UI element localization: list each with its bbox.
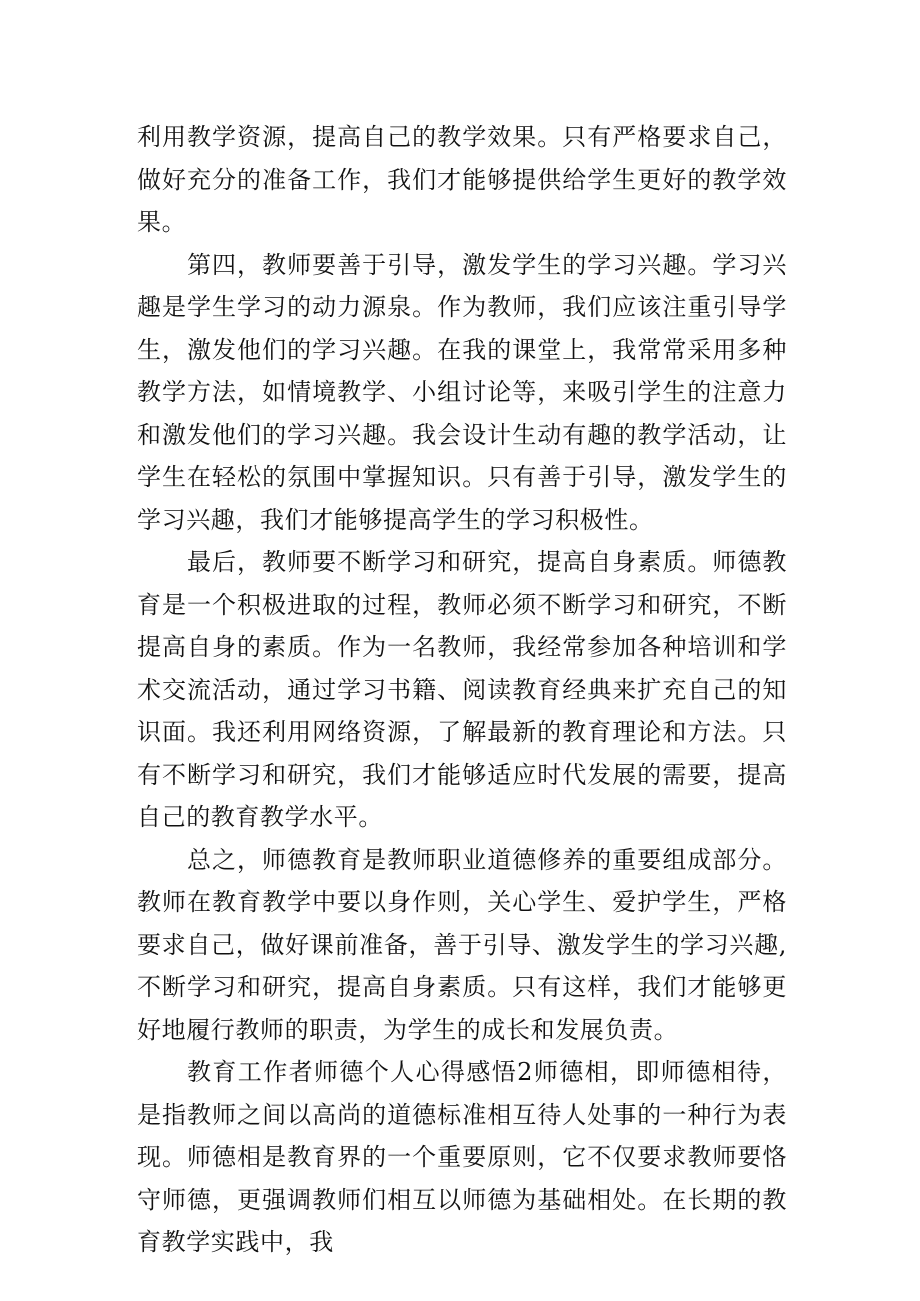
paragraph-continuation: 利用教学资源，提高自己的教学效果。只有严格要求自己，做好充分的准备工作，我们才能够提供给学生更好的教学效果。 <box>137 123 787 236</box>
document-body <box>137 116 787 1264</box>
paragraph-final-point: 最后，教师要不断学习和研究，提高自身素质。师德教育是一个积极进取的过程，教师必须不断学习和研究，不断提高自身的素质。作为一名教师，我经常参加各种培训和学术交流活动，通过学习书籍、阅读教育经典来扩充自己的知识面。我还利用网络资源，了解最新的教育理论和方法。只有不断学习和研究，我们才能够适应时代发展的需要，提高自己的教育教学水平。 <box>137 548 787 831</box>
paragraph-reflection-2: 教育工作者师德个人心得感悟2师德相，即师德相待，是指教师之间以高尚的道德标准相互待人处事的一种行为表现。师德相是教育界的一个重要原则，它不仅要求教师要恪守师德，更强调教师们相互以师德为基础相处。在长期的教育教学实践中，我 <box>137 1058 787 1256</box>
paragraph-fourth-point: 第四，教师要善于引导，激发学生的学习兴趣。学习兴趣是学生学习的动力源泉。作为教师，我们应该注重引导学生，激发他们的学习兴趣。在我的课堂上，我常常采用多种教学方法，如情境教学、小组讨论等，来吸引学生的注意力和激发他们的学习兴趣。我会设计生动有趣的教学活动，让学生在轻松的氛围中掌握知识。只有善于引导，激发学生的学习兴趣，我们才能够提高学生的学习积极性。 <box>137 250 787 534</box>
paragraph-summary: 总之，师德教育是教师职业道德修养的重要组成部分。教师在教育教学中要以身作则，关心学生、爱护学生，严格要求自己，做好课前准备，善于引导、激发学生的学习兴趣,不断学习和研究，提高自身素质。只有这样，我们才能够更好地履行教师的职责，为学生的成长和发展负责。 <box>137 845 787 1044</box>
